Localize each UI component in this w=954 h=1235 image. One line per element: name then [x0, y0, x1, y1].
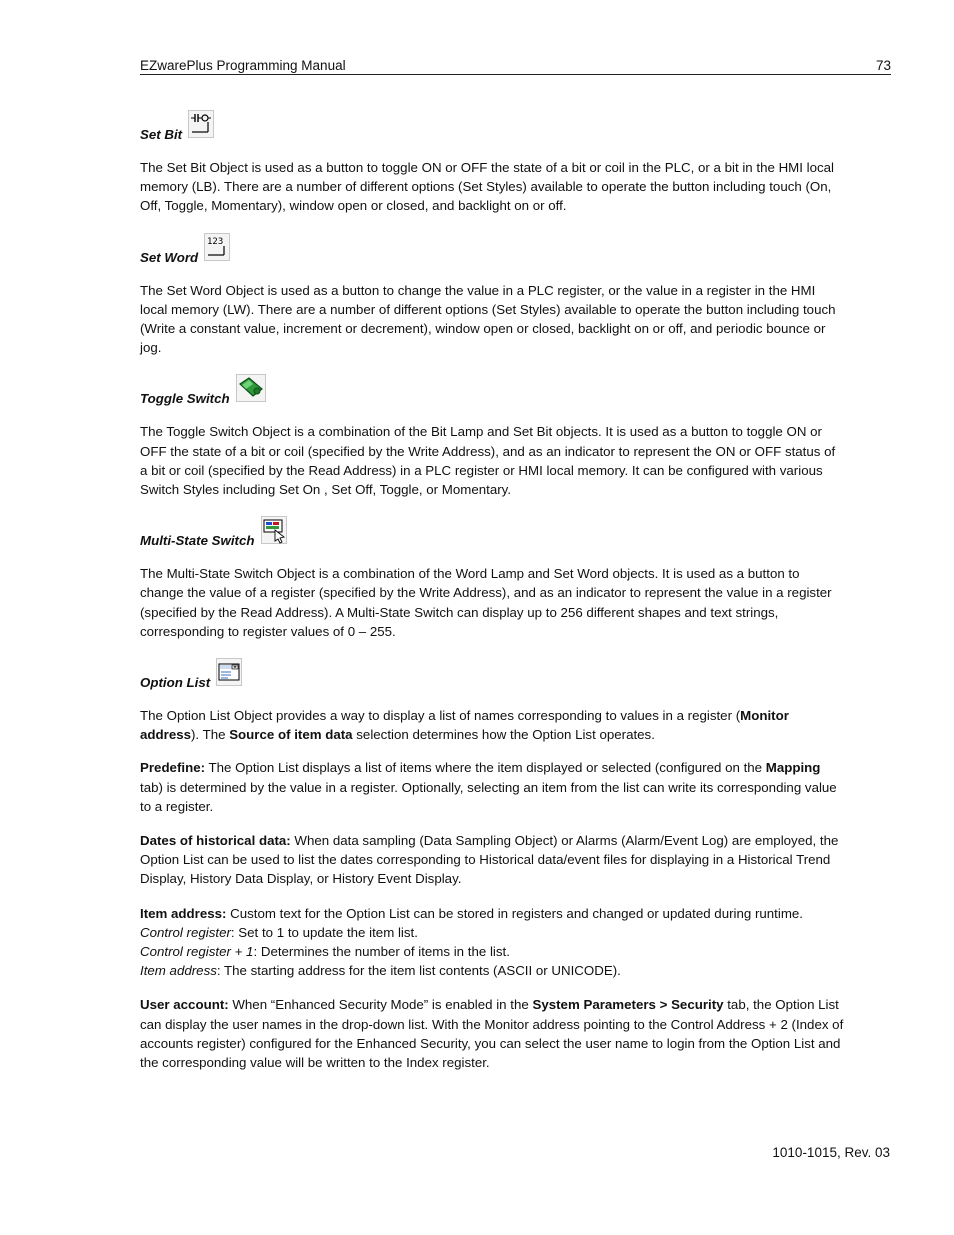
dates-label: Dates of historical data:	[140, 833, 291, 849]
set-bit-title: Set Bit	[140, 127, 183, 142]
user-account-paragraph: User account: When “Enhanced Security Mode” is enabled in the System Parameters > Security tab, the Option List can display the user names in the drop-down list. With the Monitor address pointing to the Control Address + 2 (Index of accounts register) configured for the Enhanced Security, you can select the user name to login from the Option List and the corresponding value will be written to the Index register.	[140, 997, 844, 1071]
item-address-italic-label: Item address	[140, 963, 217, 979]
option-list-intro: The Option List Object provides a way to display a list of names corresponding to values in a register (Monitor address). The Source of item data selection determines how the Option List operates.	[140, 708, 789, 743]
control-register-plus-one-label: Control register + 1	[140, 944, 254, 960]
page-header	[140, 57, 891, 75]
option-list-icon	[216, 658, 242, 686]
option-list-title: Option List	[140, 675, 211, 691]
manual-title: EZwarePlus Programming Manual	[140, 58, 346, 73]
toggle-switch-title: Toggle Switch	[140, 391, 230, 407]
toggle-switch-body: The Toggle Switch Object is a combination of the Bit Lamp and Set Bit objects. It is used as a button to toggle ON or OFF the state of a bit or coil (specified by the Write Address), and as an indicator to represent the ON or OFF status of a bit or coil (specified by the Read Address) in a PLC register or HMI local memory. It can be configured with various Switch Styles including Set On , Set Off, Toggle, or Momentary.	[140, 424, 836, 498]
set-word-title: Set Word	[140, 249, 199, 265]
page-number: 73	[875, 58, 891, 73]
set-word-icon	[204, 233, 230, 261]
predefine-label: Predefine:	[140, 760, 206, 776]
set-word-heading	[140, 231, 845, 267]
set-bit-icon	[188, 110, 214, 138]
set-word-icon-text: 123	[207, 236, 224, 247]
mapping-term: Mapping	[765, 760, 821, 776]
toggle-switch-heading	[140, 372, 845, 408]
multi-state-switch-body: The Multi-State Switch Object is a combination of the Word Lamp and Set Word objects. It is used as a button to change the value of a register (specified by the Write Address), and as an indicator to represent the value in a register (specified by the Read Address). A Multi-State Switch can display up to 256 different shapes and text strings, corresponding to register values of 0 – 255.	[140, 566, 832, 639]
set-word-body: The Set Word Object is used as a button to change the value in a PLC register, or the value in a register in the HMI local memory (LW). There are a number of different options (Set Styles) available to operate the button including touch (Write a constant value, increment or decrement), window open or closed, backlight on or off, and periodic bounce or jog.	[140, 282, 836, 356]
security-tab-term: System Parameters > Security	[532, 997, 724, 1013]
page-footer	[772, 1144, 890, 1161]
option-list-heading	[140, 656, 845, 692]
multi-state-switch-title: Multi-State Switch	[140, 533, 255, 549]
monitor-address-term: Monitor address	[140, 708, 789, 743]
source-of-item-data-term: Source of item data	[229, 727, 353, 743]
item-address-label: Item address:	[140, 905, 227, 921]
set-bit-heading	[140, 108, 845, 144]
multi-state-switch-heading	[140, 514, 845, 550]
doc-id: 1010-1015, Rev. 03	[772, 1145, 890, 1160]
control-register-label: Control register	[140, 924, 231, 940]
page-content	[140, 108, 845, 1087]
multi-state-switch-icon	[261, 516, 287, 544]
item-address-paragraph: Item address: Custom text for the Option List can be stored in registers and changed or updated during runtime. Control register: Set to 1 to update the item list. Control register + 1: Determines the number of items in the list. Item address: The starting address for the item list contents (ASCII or UNICODE).	[140, 905, 803, 979]
set-bit-body: The Set Bit Object is used as a button to toggle ON or OFF the state of a bit or coil in the PLC, or a bit in the HMI local memory (LB). There are a number of different options (Set Styles) available to operate the button including touch (On, Off, Toggle, Momentary), window open or closed, and backlight on or off.	[140, 160, 834, 214]
predefine-paragraph: Predefine: The Option List displays a list of items where the item displayed or selected (configured on the Mapping tab) is determined by the value in a register. Optionally, selecting an item from the list can write its corresponding value to a register.	[140, 760, 837, 814]
dates-paragraph: Dates of historical data: When data sampling (Data Sampling Object) or Alarms (Alarm/Event Log) are employed, the Option List can be used to list the dates corresponding to Historical data/event files for displaying in a Historical Trend Display, History Data Display, or History Event Display.	[140, 833, 839, 887]
toggle-switch-icon	[236, 374, 266, 402]
user-account-label: User account:	[140, 997, 229, 1013]
